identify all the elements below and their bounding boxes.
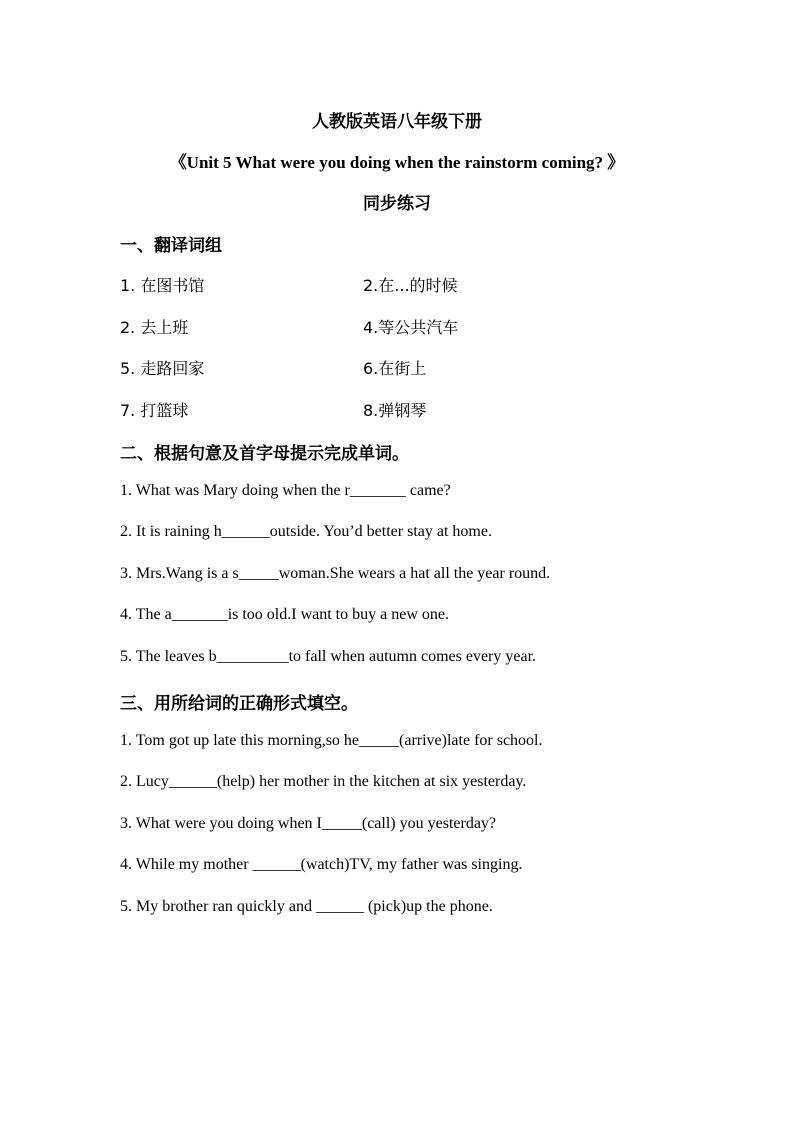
phrase-item: 8.弹钢琴: [363, 401, 427, 420]
exercise-item: 3. What were you doing when I_____(call) you yesterday?: [120, 815, 497, 832]
exercise-item: 4. The a_______is too old.I want to buy a new one.: [120, 606, 449, 623]
exercise-item: 2. It is raining h______outside. You’d better stay at home.: [120, 523, 492, 540]
exercise-item: 4. While my mother ______(watch)TV, my father was singing.: [120, 856, 523, 873]
phrase-item: 1. 在图书馆: [120, 276, 205, 295]
document-title: 人教版英语八年级下册: [312, 112, 482, 131]
document-subtitle-exercise: 同步练习: [363, 194, 431, 213]
exercise-item: 3. Mrs.Wang is a s_____woman.She wears a hat all the year round.: [120, 565, 551, 582]
section-3-heading: 三、用所给词的正确形式填空。: [120, 694, 358, 714]
phrase-item: 2.在...的时候: [363, 276, 458, 295]
document-subtitle: 《Unit 5 What were you doing when the rainstorm coming? 》: [169, 153, 625, 172]
phrase-item: 7. 打篮球: [120, 401, 189, 420]
exercise-item: 2. Lucy______(help) her mother in the kitchen at six yesterday.: [120, 773, 527, 790]
exercise-item: 5. My brother ran quickly and ______ (pick)up the phone.: [120, 898, 493, 915]
phrase-item: 6.在街上: [363, 359, 427, 378]
exercise-item: 1. What was Mary doing when the r_______ came?: [120, 482, 451, 499]
phrase-item: 2. 去上班: [120, 318, 189, 337]
phrase-item: 5. 走路回家: [120, 359, 205, 378]
phrase-item: 4.等公共汽车: [363, 318, 459, 337]
exercise-item: 5. The leaves b_________to fall when autumn comes every year.: [120, 648, 537, 665]
section-2-heading: 二、根据句意及首字母提示完成单词。: [120, 444, 409, 464]
exercise-item: 1. Tom got up late this morning,so he_____(arrive)late for school.: [120, 732, 543, 749]
section-1-heading: 一、翻译词组: [120, 236, 222, 256]
